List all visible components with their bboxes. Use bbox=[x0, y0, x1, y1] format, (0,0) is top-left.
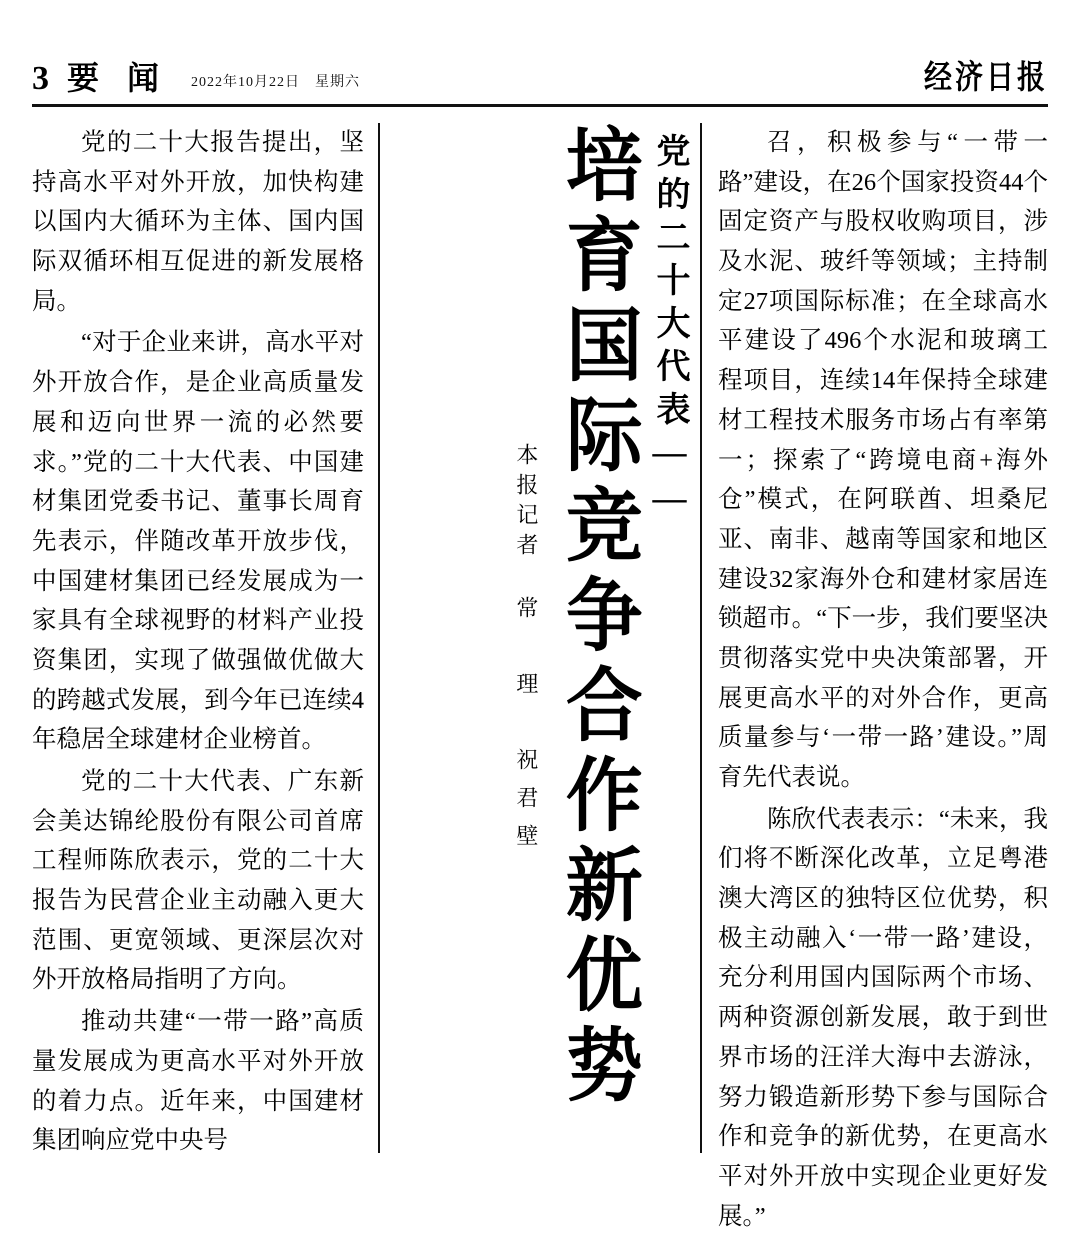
paragraph: 推动共建“一带一路”高质量发展成为更高水平对外开放的着力点。近年来，中国建材集团响应党中央号 bbox=[32, 1008, 364, 1155]
article-column-right bbox=[700, 123, 1048, 1230]
paragraph: 召，积极参与“一带一路”建设，在26个国家投资44个固定资产与股权收购项目，涉及水泥、玻纤等领域；主持制定27项国际标准；在全球高水平建设了496个水泥和玻璃工程项目，连续14年保持全球建材工程技术服务市场占有率第一；探索了“跨境电商+海外仓”模式，在阿联酋、坦桑尼亚、南非、越南等国家和地区建设32家海外仓和建材家居连锁超市。“下一步，我们要坚决贯彻落实党中央决策部署，开展更高水平的对外合作，更高质量参与‘一带一路’建设。”周育先代表说。 bbox=[718, 129, 1048, 791]
newspaper-page bbox=[0, 30, 1080, 1230]
paragraph: 党的二十大代表、广东新会美达锦纶股份有限公司首席工程师陈欣表示，党的二十大报告为民营企业主动融入更大范围、更宽领域、更深层次对外开放格局指明了方向。 bbox=[32, 768, 364, 994]
paragraph: “对于企业来讲，高水平对外开放合作，是企业高质量发展和迈向世界一流的必然要求。”党的二十大代表、中国建材集团党委书记、董事长周育先表示，伴随改革开放步伐，中国建材集团已经发展成为一家具有全球视野的材料产业投资集团，实现了做强做优做大的跨越式发展，到今年已连续4年稳居全球建材企业榜首。 bbox=[32, 329, 364, 754]
issue-date: 2022年10月22日 星期六 bbox=[191, 75, 361, 90]
byline-names: 常 理 祝君壁 bbox=[513, 596, 539, 862]
section-title: 要 闻 bbox=[67, 60, 170, 96]
byline bbox=[511, 443, 542, 863]
article-column-left bbox=[32, 123, 380, 1153]
page-number: 3 bbox=[32, 60, 49, 97]
newspaper-nameplate: 经济日报 bbox=[923, 60, 1048, 97]
headline-block bbox=[380, 123, 700, 1153]
headline-shoulder: 党的二十大代表—— bbox=[651, 133, 688, 526]
paragraph: 党的二十大报告提出，坚持高水平对外开放，加快构建以国内大循环为主体、国内国际双循环相互促进的新发展格局。 bbox=[32, 129, 364, 315]
headline-main: 培育国际竞争合作新优势 bbox=[553, 123, 639, 1113]
paragraph: 陈欣代表表示：“未来，我们将不断深化改革，立足粤港澳大湾区的独特区位优势，积极主动融入‘一带一路’建设，充分利用国内国际两个市场、两种资源创新发展，敢于到世界市场的汪洋大海中去游泳，努力锻造新形势下参与国际合作和竞争的新优势，在更高水平对外开放中实现企业更好发展。” bbox=[718, 805, 1048, 1230]
byline-prefix: 本报记者 bbox=[513, 443, 539, 563]
page-content bbox=[32, 123, 1048, 1230]
masthead bbox=[32, 30, 1048, 107]
